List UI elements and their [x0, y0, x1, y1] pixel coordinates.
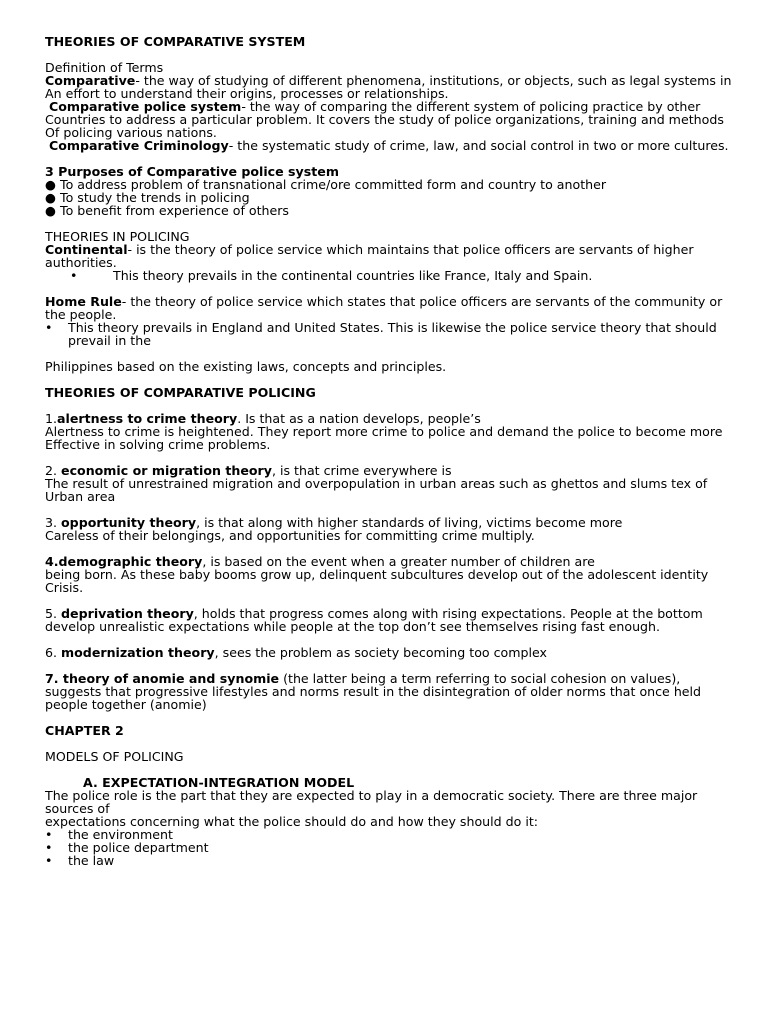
theories-policing-heading: THEORIES IN POLICING: [45, 229, 190, 244]
definition-police-system: Comparative police system- the way of comparing the different system of policing practice by other: [49, 99, 701, 114]
chapter-heading: CHAPTER 2: [45, 723, 124, 738]
purposes-heading: 3 Purposes of Comparative police system: [45, 164, 339, 179]
theory-modernization: 6. modernization theory, sees the problem as society becoming too complex: [45, 645, 547, 660]
comparative-policing-heading: THEORIES OF COMPARATIVE POLICING: [45, 385, 316, 400]
homerule-bullet: • This theory prevails in England and United States. This is likewise the police service theory that should prevail in the: [45, 320, 717, 348]
bullet-icon: •: [45, 827, 53, 842]
definition-heading: Definition of Terms: [45, 60, 164, 75]
source-item: • the police department: [45, 840, 209, 855]
source-item: • the law: [45, 853, 115, 868]
purpose-item: ● To study the trends in policing: [45, 190, 250, 205]
bullet-icon: ●: [45, 203, 56, 218]
model-a-text: The police role is the part that they are expected to play in a democratic society. There are three major sources of: [45, 788, 698, 816]
homerule-definition: Home Rule- the theory of police service which states that police officers are servants of the community or the people.: [45, 294, 723, 322]
theory-opportunity: 3. opportunity theory, is that along with higher standards of living, victims become more: [45, 515, 623, 530]
definition-criminology: Comparative Criminology- the systematic study of crime, law, and social control in two or more cultures.: [49, 138, 729, 153]
purpose-item: ● To benefit from experience of others: [45, 203, 289, 218]
theory-deprivation: 5. deprivation theory, holds that progress comes along with rising expectations. People at the bottom develop unrealistic expectations while people at the top don’t see themselves rising fast enough.: [45, 606, 703, 634]
document-title: THEORIES OF COMPARATIVE SYSTEM: [45, 34, 306, 49]
bullet-icon: ●: [45, 190, 56, 205]
purpose-item: ● To address problem of transnational crime/ore committed form and country to another: [45, 177, 607, 192]
theory-demographic: 4.demographic theory, is based on the event when a greater number of children are: [45, 554, 595, 569]
models-heading: MODELS OF POLICING: [45, 749, 184, 764]
bullet-icon: •: [45, 840, 53, 855]
bullet-icon: •: [70, 268, 78, 283]
bullet-icon: ●: [45, 177, 56, 192]
theory-alertness: 1.alertness to crime theory. Is that as a nation develops, people’s: [45, 411, 481, 426]
bullet-icon: •: [45, 320, 53, 335]
model-a-heading: A. EXPECTATION-INTEGRATION MODEL: [83, 775, 355, 790]
source-item: • the environment: [45, 827, 173, 842]
document-page: THEORIES OF COMPARATIVE SYSTEM Definition of Terms Comparative- the way of studying of different phenomena, institutions, or objects, such as legal systems in An effort to understand their origins, processes or relationships. Comparative police system- the way of comparing the different system of policing practice by other Countries to address a particular problem. It covers the study of police organizations, training and methods Of policing various nations. Comparative Criminology- the systematic study of crime, law, and social control in two or more cultures. 3 Purposes of Comparative police system ● To address problem of transnational crime/ore committed form and country to another ● To study the trends in policing ● To benefit from experience of others THEORIES IN POLICING Continental- is the theory of police service which maintains that police officers are servants of higher authorities. • This theory prevails in the continental countries like France, Italy and Spain. Home Rule- the theory of police service which states that police officers are servants of the community or the people. • This theory prevails in England and United States. This is likewise the police service theory that should prevail in the Philippines based on the existing laws, concepts and principles. THEORIES OF COMPARATIVE POLICING 1.alertness to crime theory. Is that as a nation develops, people’s Alertness to crime is heightened. They report more crime to police and demand the police to become more Effective in solving crime problems. 2. economic or migration theory, is that crime everywhere is The result of unrestrained migration and overpopulation in urban areas such as ghettos and slums tex of Urban area 3. opportunity theory, is that along with higher standards of living, victims become more Careless of their belongings, and opportunities for committing crime multiply. 4.demographic theory, is based on the event when a greater number of children are being born. As these baby booms grow up, delinquent subcultures develop out of the adolescent identity Crisis. 5. deprivation theory, holds that progress comes along with rising expectations. People at the bottom develop unrealistic expectations while people at the top don’t see themselves rising fast enough. 6. modernization theory, sees the problem as society becoming too complex 7. theory of anomie and synomie (the latter being a term referring to social cohesion on values), suggests that progressive lifestyles and norms result in the disintegration of older norms that once held people together (anomie) CHAPTER 2 MODELS OF POLICING A. EXPECTATION-INTEGRATION MODEL The police role is the part that they are expected to play in a democratic society. There are three major sources of expectations concerning what the police should do and how they should do it: • the environment • the police department • the law: [0, 0, 768, 867]
theory-economic: 2. economic or migration theory, is that crime everywhere is: [45, 463, 452, 478]
definition-comparative: Comparative- the way of studying of different phenomena, institutions, or objects, such as legal systems in: [45, 73, 732, 88]
bullet-icon: •: [45, 853, 53, 868]
continental-definition: Continental- is the theory of police service which maintains that police officers are servants of higher authorities.: [45, 242, 694, 270]
continental-bullet: • This theory prevails in the continental countries like France, Italy and Spain.: [70, 268, 593, 283]
theory-anomie: 7. theory of anomie and synomie (the latter being a term referring to social cohesion on values), suggests that progressive lifestyles and norms result in the disintegration of older norms that once held people together (anomie): [45, 671, 702, 712]
